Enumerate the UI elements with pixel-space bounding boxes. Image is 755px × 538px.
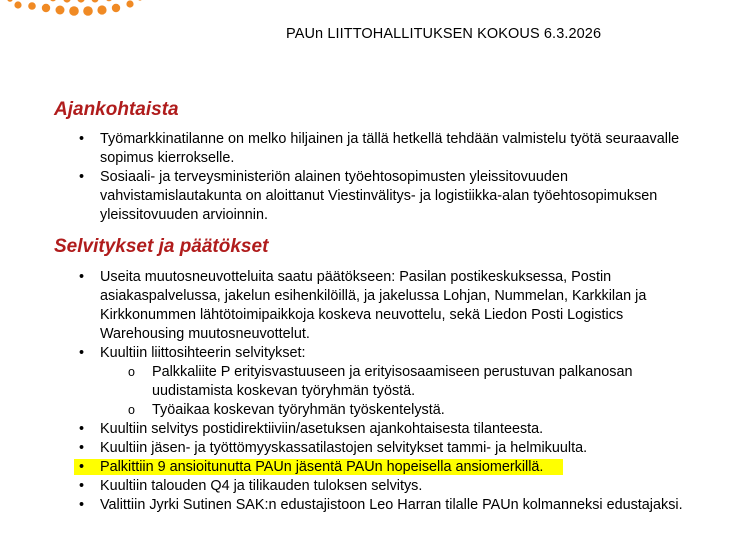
bullet-list-selvitykset — [100, 268, 710, 515]
document-header-title: PAUn LIITTOHALLITUKSEN KOKOUS 6.3.2026 — [286, 26, 602, 42]
highlighted-text: Palkittiin 9 ansioitunutta PAUn jäsentä PAUn hopeisella ansiomerkillä. — [100, 459, 544, 475]
list-item: • Kuultiin jäsen- ja työttömyyskassatilastojen selvitykset tammi- ja helmikuulta. — [100, 439, 710, 458]
sub-list-item: o Työaikaa koskevan työryhmän työskentelystä. — [152, 401, 710, 420]
list-item: • Kuultiin selvitys postidirektiiviin/asetuksen ajankohtaisesta tilanteesta. — [100, 420, 710, 439]
section-heading-ajankohtaista: Ajankohtaista — [54, 99, 179, 120]
section-heading-selvitykset: Selvitykset ja päätökset — [54, 236, 269, 257]
list-item — [100, 344, 710, 420]
list-item: • Valittiin Jyrki Sutinen SAK:n edustajistoon Leo Harran tilalle PAUn kolmanneksi edustajaksi. — [100, 496, 710, 515]
list-item: • Työmarkkinatilanne on melko hiljainen ja tällä hetkellä tehdään valmistelu työtä seuraavalle sopimus kierrokselle. — [100, 130, 710, 168]
list-item: • Useita muutosneuvotteluita saatu päätökseen: Pasilan postikeskuksessa, Postin asiakaspalvelussa, jakelun esihenkilöillä, ja jakelussa Lohjan, Nummelan, Karkkilan ja Kirkkonummen lähtötoimipaikkoja koskeva neuvottelu, sekä Liedon Posti Logistics Warehousing muutosneuvottelut. — [100, 268, 710, 344]
list-item: • Sosiaali- ja terveysministeriön alainen työehtosopimusten yleissitovuuden vahvistamislautakunta on aloittanut Viestinvälitys- ja logistiikka-alan työehtosopimuksen yleissitovuuden arvioinnin. — [100, 168, 710, 225]
bullet-list-ajankohtaista — [100, 130, 710, 225]
sub-list — [152, 363, 710, 420]
list-item-text: Kuultiin liittosihteerin selvitykset: — [100, 345, 306, 361]
list-item: • Kuultiin talouden Q4 ja tilikauden tuloksen selvitys. — [100, 477, 710, 496]
list-item-highlighted — [100, 458, 710, 477]
sub-list-item: o Palkkaliite P erityisvastuuseen ja erityisosaamiseen perustuvan palkanosan uudistamista koskevan työryhmän työstä. — [152, 363, 710, 401]
orange-dot-pattern-logo — [0, 0, 150, 30]
cropped-text-line — [100, 531, 660, 538]
